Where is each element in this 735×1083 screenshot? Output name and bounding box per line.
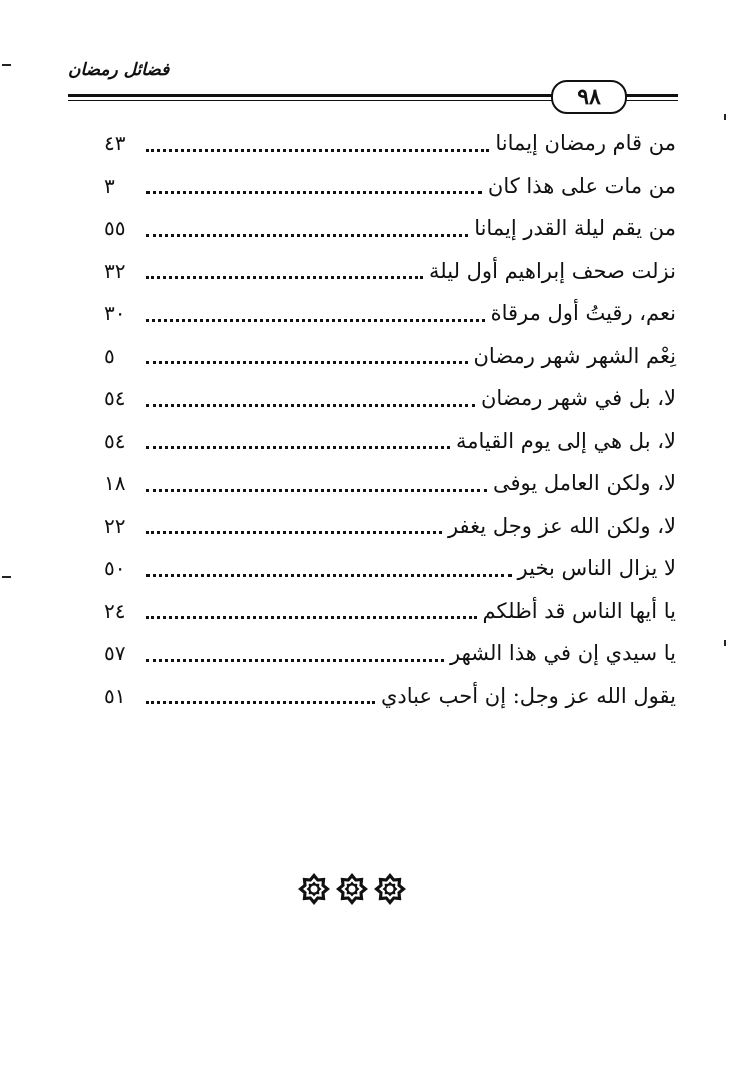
margin-tick <box>2 576 11 578</box>
entry-text: لا، ولكن العامل يوفى <box>492 471 676 496</box>
entry-text: لا، ولكن الله عز وجل يغفر <box>447 513 676 538</box>
star-ornament-icon <box>298 873 330 905</box>
page-header <box>68 58 678 110</box>
entry-text: يا أيها الناس قد أظلكم <box>482 598 676 623</box>
index-entry <box>104 250 676 293</box>
running-title: فضائل رمضان <box>68 60 170 80</box>
entry-page-number: ٥٠ <box>104 556 126 581</box>
entry-text: من يقم ليلة القدر إيمانا <box>474 216 676 241</box>
dot-leader <box>146 319 485 322</box>
entry-text: لا، بل هي إلى يوم القيامة <box>456 428 676 453</box>
entry-page-number: ٤٣ <box>104 131 126 156</box>
index-entry <box>104 420 676 463</box>
star-ornament-icon <box>336 873 368 905</box>
dot-leader <box>146 276 423 279</box>
entry-page-number: ٣٢ <box>104 258 126 283</box>
dot-leader <box>146 489 487 492</box>
index-entry <box>104 547 676 590</box>
dot-leader <box>146 191 482 194</box>
entry-text: لا، بل في شهر رمضان <box>480 386 676 411</box>
entry-page-number: ٥٤ <box>104 386 126 411</box>
index-list <box>104 122 676 717</box>
index-entry <box>104 207 676 250</box>
entry-page-number: ٥٤ <box>104 428 126 453</box>
entry-page-number: ٢٤ <box>104 598 126 623</box>
index-entry <box>104 462 676 505</box>
entry-page-number: ٢٢ <box>104 513 126 538</box>
index-entry <box>104 122 676 165</box>
margin-tick <box>724 640 726 646</box>
dot-leader <box>146 361 468 364</box>
index-entry <box>104 505 676 548</box>
entry-text: يا سيدي إن في هذا الشهر <box>450 641 676 666</box>
entry-text: نِعْم الشهر شهر رمضان <box>473 343 676 368</box>
dot-leader <box>146 616 477 619</box>
entry-page-number: ٣ <box>104 173 115 198</box>
index-entry <box>104 292 676 335</box>
index-entry <box>104 335 676 378</box>
index-entry <box>104 377 676 420</box>
entry-text: يقول الله عز وجل: إن أحب عبادي <box>380 683 676 708</box>
dot-leader <box>146 531 442 534</box>
entry-text: نزلت صحف إبراهيم أول ليلة <box>429 258 676 283</box>
entry-text: نعم، رقيتُ أول مرقاة <box>490 301 676 326</box>
dot-leader <box>146 446 450 449</box>
ornament <box>296 872 408 906</box>
dot-leader <box>146 659 444 662</box>
index-entry <box>104 590 676 633</box>
margin-tick <box>724 114 726 120</box>
entry-text: لا يزال الناس بخير <box>517 556 676 581</box>
dot-leader <box>146 701 375 704</box>
page-number: ٩٨ <box>551 80 627 114</box>
star-ornament-icon <box>374 873 406 905</box>
index-entry <box>104 675 676 718</box>
dot-leader <box>146 149 489 152</box>
entry-page-number: ٥٥ <box>104 216 126 241</box>
entry-text: من مات على هذا كان <box>487 173 676 198</box>
entry-page-number: ٥ <box>104 343 115 368</box>
index-entry <box>104 165 676 208</box>
entry-page-number: ٣٠ <box>104 301 126 326</box>
entry-page-number: ٥١ <box>104 683 126 708</box>
dot-leader <box>146 404 475 407</box>
entry-text: من قام رمضان إيمانا <box>495 131 676 156</box>
entry-page-number: ٥٧ <box>104 641 126 666</box>
dot-leader <box>146 234 468 237</box>
dot-leader <box>146 574 512 577</box>
entry-page-number: ١٨ <box>104 471 126 496</box>
index-entry <box>104 632 676 675</box>
margin-tick <box>2 64 11 66</box>
